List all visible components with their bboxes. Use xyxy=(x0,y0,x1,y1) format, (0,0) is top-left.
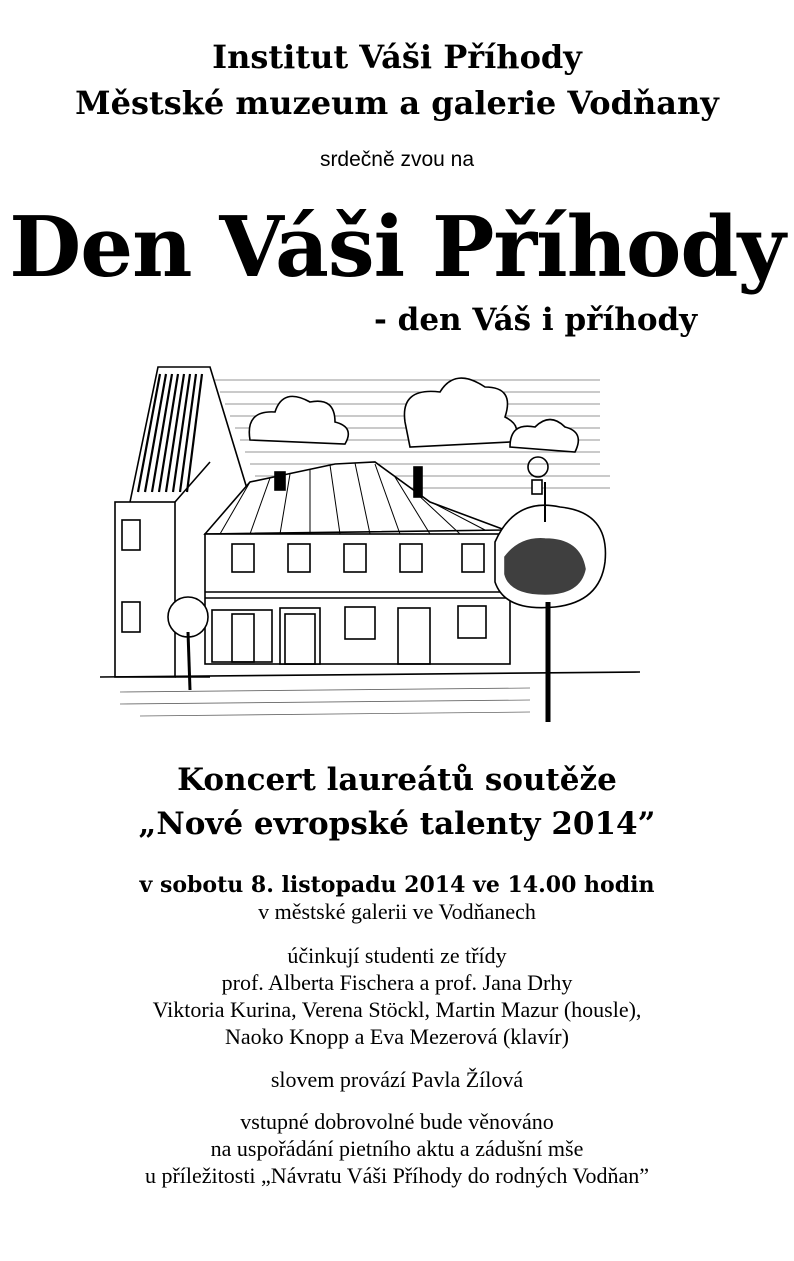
performers-piano: Naoko Knopp a Eva Mezerová (klavír) xyxy=(225,1024,569,1049)
concert-datetime: v sobotu 8. listopadu 2014 ve 14.00 hodin xyxy=(139,872,655,898)
performers-intro: účinkují studenti ze třídy xyxy=(287,943,507,968)
performers-violin: Viktoria Kurina, Verena Stöckl, Martin Mazur (housle), xyxy=(152,997,642,1022)
admission-line-1: vstupné dobrovolné bude věnováno xyxy=(240,1109,554,1134)
concert-venue: v městské galerii ve Vodňanech xyxy=(258,899,536,924)
event-subtitle: - den Váš i příhody xyxy=(374,302,698,338)
concert-heading-line-2: „Nové evropské talenty 2014” xyxy=(138,806,656,842)
event-title: Den Váši Příhody xyxy=(9,198,785,296)
host-line: slovem provází Pavla Žílová xyxy=(270,1067,524,1092)
town-house-street-drawing-icon xyxy=(100,352,640,732)
concert-heading-line-1: Koncert laureátů soutěže xyxy=(177,762,617,798)
invitation-text: srdečně zvou na xyxy=(319,148,475,171)
admission-line-2: na uspořádání pietního aktu a zádušní mše xyxy=(210,1136,584,1161)
organizer-line-1: Institut Váši Příhody xyxy=(212,38,582,76)
organizer-line-2: Městské muzeum a galerie Vodňany xyxy=(75,84,719,122)
admission-line-3: u příležitosti „Návratu Váši Příhody do rodných Vodňan” xyxy=(144,1163,650,1188)
performers-teachers: prof. Alberta Fischera a prof. Jana Drhy xyxy=(221,970,573,995)
